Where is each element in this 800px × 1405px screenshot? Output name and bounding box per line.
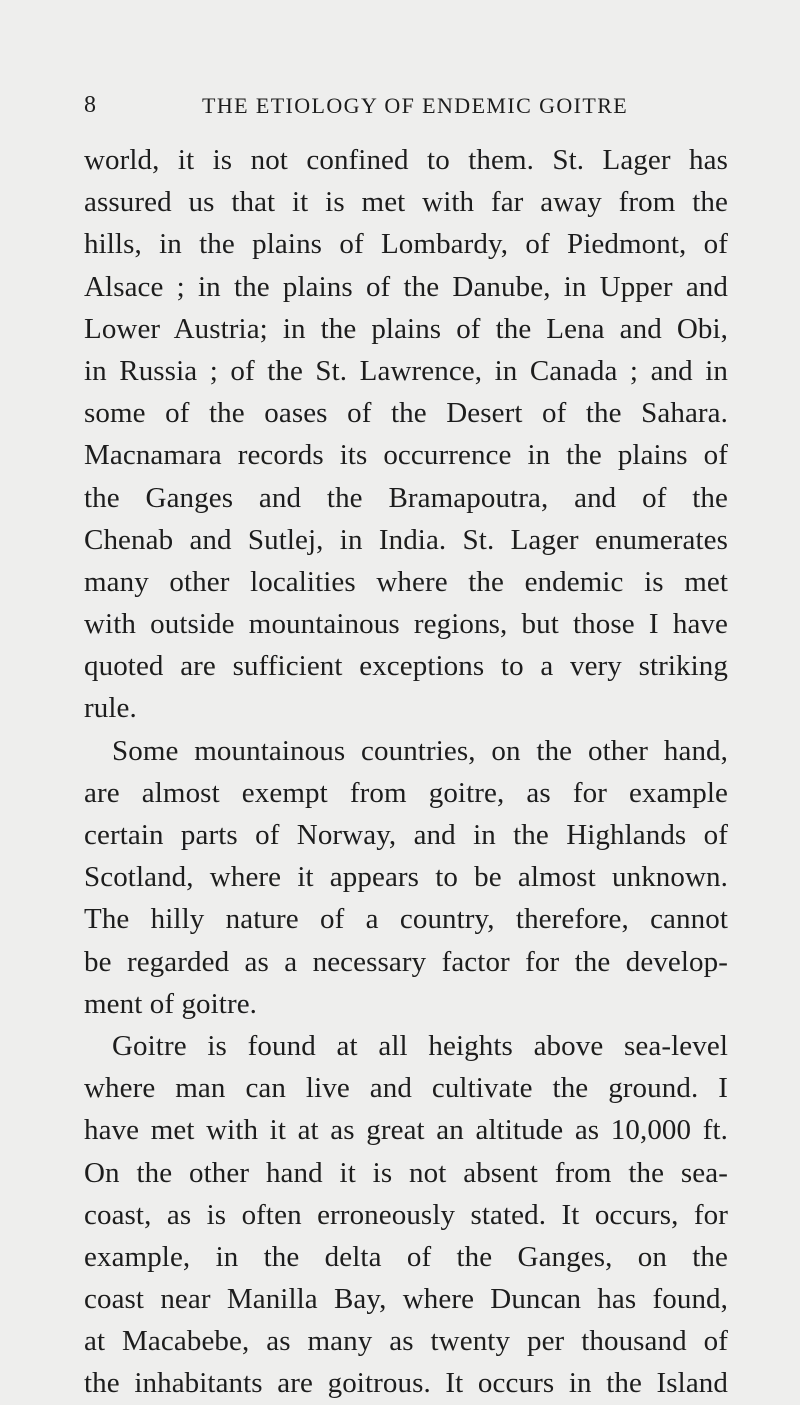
text-line: assured us that it is met with far away from the — [84, 186, 728, 219]
text-line: quoted are sufficient exceptions to a very striking — [84, 650, 728, 683]
text-line: some of the oases of the Desert of the Sahara. — [84, 397, 728, 430]
text-line: certain parts of Norway, and in the Highlands of — [84, 819, 728, 851]
text-line: On the other hand it is not absent from the sea- — [84, 1156, 728, 1189]
text-line: in Russia ; of the St. Lawrence, in Canada ; and in — [84, 354, 728, 387]
text-line: hills, in the plains of Lombardy, of Piedmont, of — [84, 228, 728, 261]
text-line: be regarded as a necessary factor for the develop- — [84, 945, 728, 978]
text-line: the inhabitants are goitrous. It occurs in the Island — [84, 1367, 728, 1400]
page-number: 8 — [84, 92, 97, 118]
text-line: are almost exempt from goitre, as for example — [84, 776, 728, 809]
text-line: coast near Manilla Bay, where Duncan has found, — [84, 1283, 728, 1316]
text-line: Chenab and Sutlej, in India. St. Lager enumerates — [84, 523, 728, 556]
paragraph-first-line: Goitre is found at all heights above sea-level — [112, 1029, 728, 1062]
text-line: have met with it at as great an altitude as 10,000 ft. — [84, 1114, 728, 1147]
paragraph-first-line: Some mountainous countries, on the other hand, — [112, 734, 728, 767]
running-title: THE ETIOLOGY OF ENDEMIC GOITRE — [202, 93, 629, 118]
text-line: coast, as is often erroneously stated. It occurs, for — [84, 1198, 728, 1231]
text-line: Lower Austria; in the plains of the Lena and Obi, — [84, 312, 728, 345]
text-line: the Ganges and the Bramapoutra, and of the — [84, 481, 728, 514]
text-line: Scotland, where it appears to be almost unknown. — [84, 861, 728, 894]
text-line: The hilly nature of a country, therefore, cannot — [84, 903, 728, 936]
text-line: Alsace ; in the plains of the Danube, in Upper and — [84, 270, 728, 303]
text-line: Macnamara records its occurrence in the plains of — [84, 439, 728, 472]
text-line: ment of goitre. — [84, 987, 258, 1020]
text-line: example, in the delta of the Ganges, on the — [84, 1240, 728, 1273]
text-line: many other localities where the endemic is met — [84, 565, 728, 598]
text-line: world, it is not confined to them. St. Lager has — [84, 144, 728, 176]
text-line: where man can live and cultivate the ground. I — [84, 1072, 728, 1105]
body-text — [84, 139, 728, 1405]
text-line: rule. — [84, 692, 137, 725]
text-line: with outside mountainous regions, but those I have — [84, 608, 728, 641]
text-line: at Macabebe, as many as twenty per thousand of — [84, 1325, 728, 1358]
